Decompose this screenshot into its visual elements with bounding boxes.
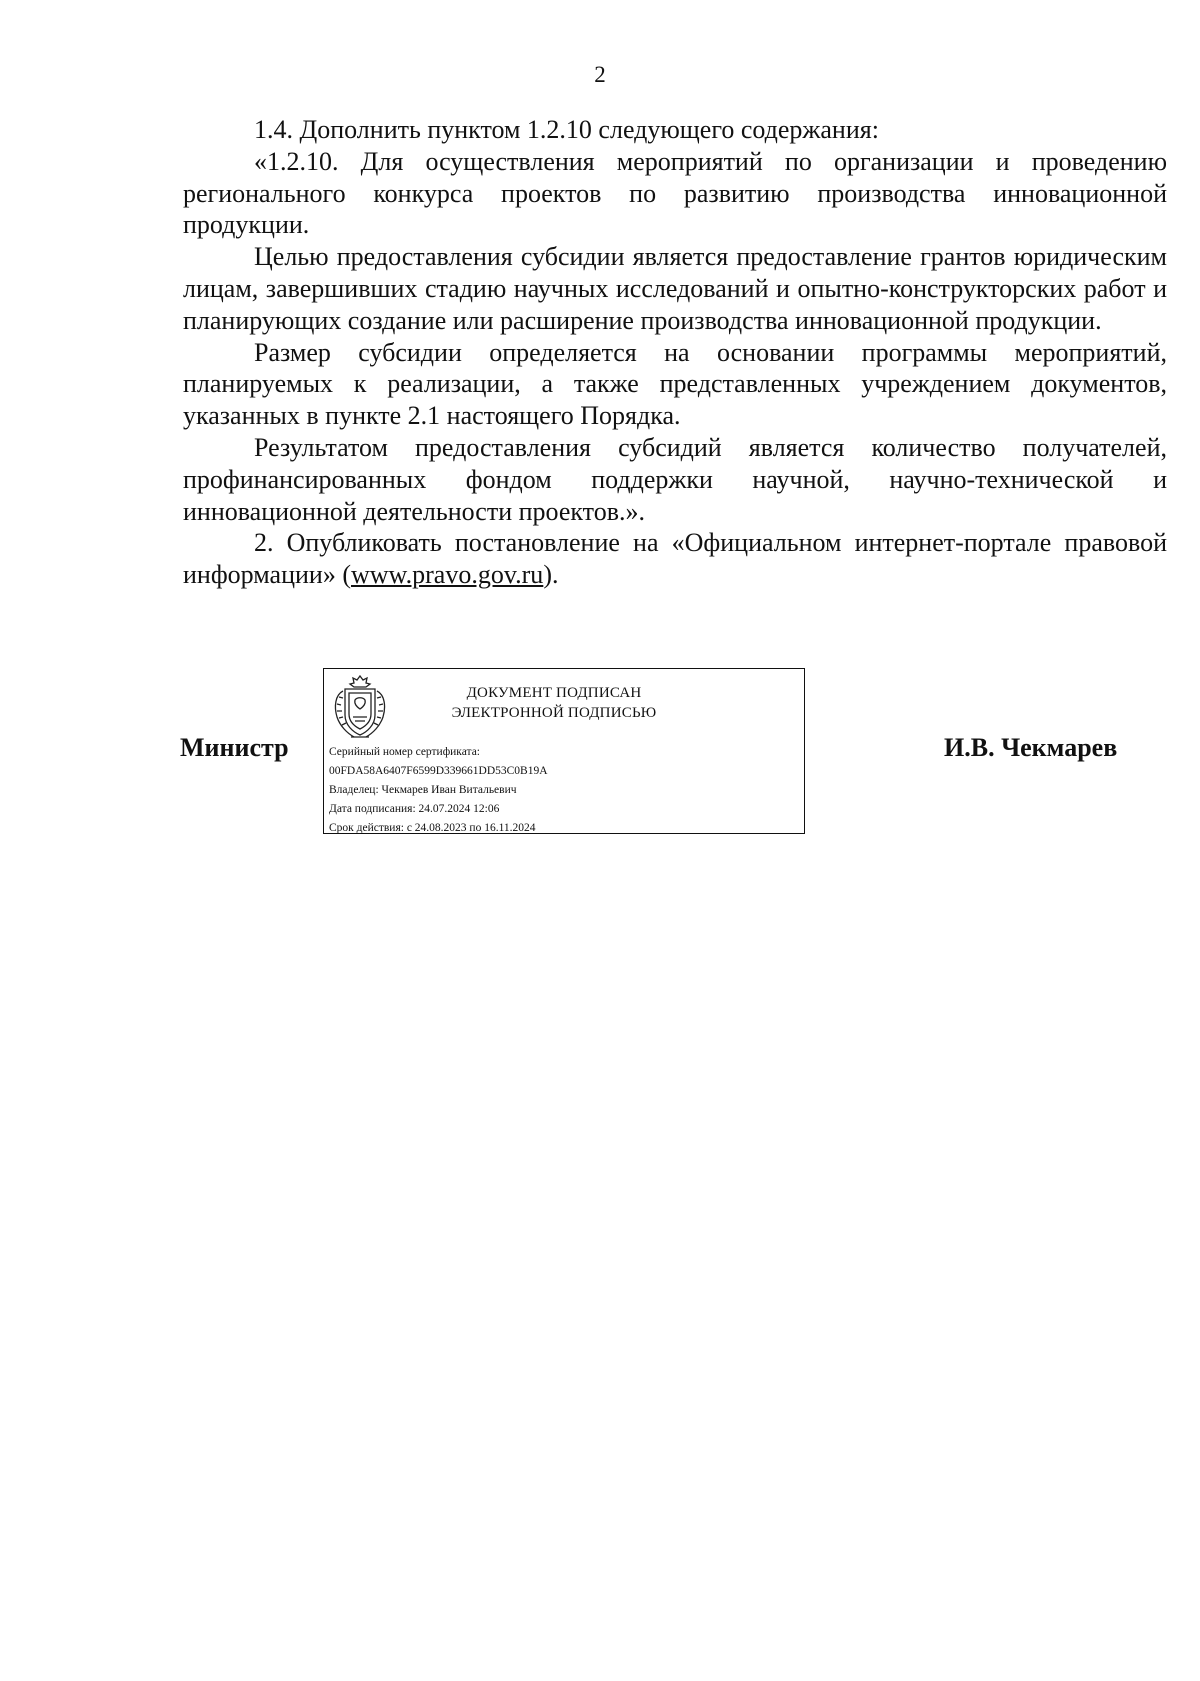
paragraph-subsidy-goal: Целью предоставления субсидии является предоставление грантов юридическим лицам, завершивших стадию научных исследований и опытно-конструкторских работ и планирующих создание или расширение производства инновационной продукции.	[183, 242, 1167, 335]
paragraph-1-4: 1.4. Дополнить пунктом 1.2.10 следующего содержания:	[254, 115, 879, 144]
document-body	[183, 114, 1167, 591]
paragraph-subsidy-result: Результатом предоставления субсидий является количество получателей, профинансированных фондом поддержки научной, научно-технической и инновационной деятельности проектов.».	[183, 432, 1167, 526]
stamp-heading-line-1: ДОКУМЕНТ ПОДПИСАН	[466, 685, 642, 701]
publish-text-before: 2. Опубликовать постановление на «Официальном интернет-портале правовой информации» (	[183, 528, 1167, 590]
signer-name: И.В. Чекмарев	[944, 733, 1118, 762]
stamp-validity: Срок действия: с 24.08.2023 по 16.11.2024	[329, 822, 536, 834]
page-number: 2	[594, 62, 606, 87]
publish-text-after: ).	[543, 560, 559, 590]
paragraph-1-2-10: «1.2.10. Для осуществления мероприятий по организации и проведению регионального конкурса проектов по развитию производства инновационной продукции.	[183, 146, 1167, 240]
stamp-heading	[404, 683, 704, 723]
signer-position: Министр	[180, 733, 289, 762]
stamp-details	[329, 743, 548, 838]
stamp-heading-line-2: ЭЛЕКТРОННОЙ ПОДПИСЬЮ	[451, 705, 657, 721]
stamp-owner: Владелец: Чекмарев Иван Витальевич	[329, 784, 517, 796]
paragraph-publish	[183, 527, 1167, 591]
electronic-signature-stamp	[323, 668, 805, 834]
stamp-signed-date: Дата подписания: 24.07.2024 12:06	[329, 803, 500, 815]
signature-block	[0, 668, 1200, 848]
stamp-cert-number: 00FDA58A6407F6599D339661DD53C0B19A	[329, 765, 548, 777]
pravo-link[interactable]: www.pravo.gov.ru	[351, 560, 544, 590]
coat-of-arms-icon	[331, 673, 389, 743]
paragraph-subsidy-size: Размер субсидии определяется на основании программы мероприятий, планируемых к реализации, а также представленных учреждением документов, указанных в пункте 2.1 настоящего Порядка.	[183, 337, 1167, 431]
stamp-cert-label: Серийный номер сертификата:	[329, 746, 480, 758]
